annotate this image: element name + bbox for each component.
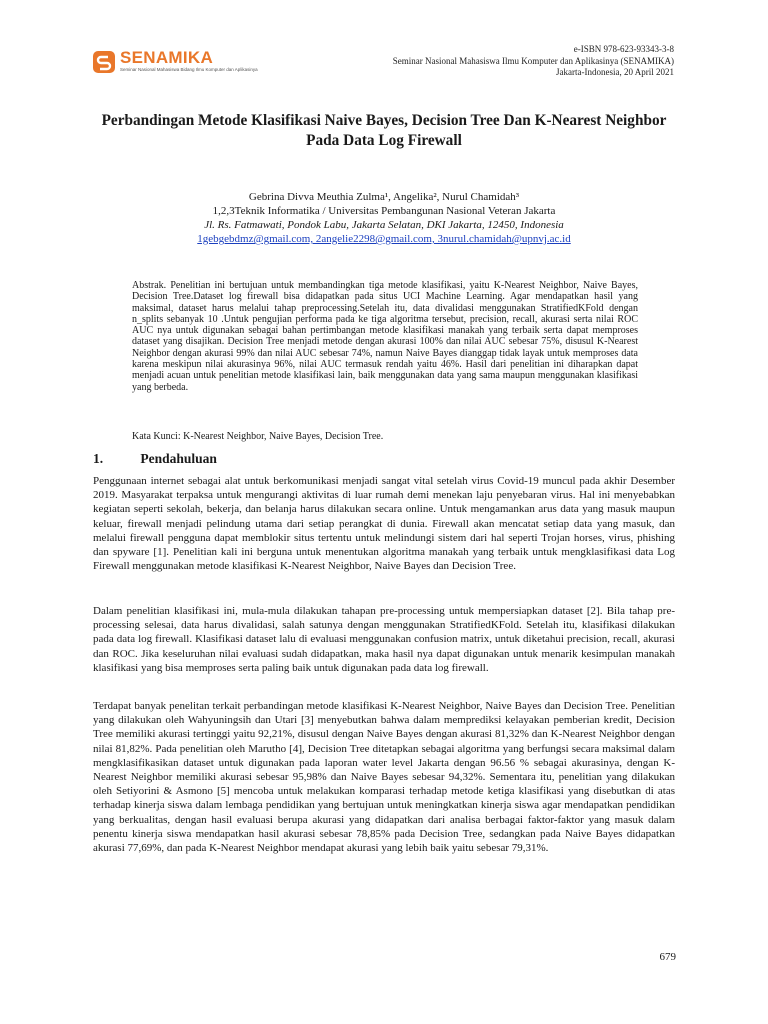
body-paragraph: Penggunaan internet sebagai alat untuk berkomunikasi menjadi sangat vital setelah virus Covid-19 muncul pada akhir Desember 2019. Masyarakat terpaksa untuk mengurangi aktivitas di luar rumah demi menekan laju penyebaran virus. Hal ini menyebabkan kegiatan seperti sekolah, bekerja, dan belanja harus dilakukan secara online. Untuk mengamankan arus data yang masuk maupun keluar, firewall menjadi pelindung utama dari setiap perangkat di dunia. Firewall akan mencatat setiap data yang masuk, dan melalui firewall pengguna dapat memblokir situs tertentu untuk melindungi sistem dari hal seperti Trojan horses, virus, phishing dan spyware [1]. Penelitian kali ini berguna untuk menentukan algoritma manakah yang terbaik untuk mengklasifikasi data Log Firewall menggunakan metode klasifikasi K-Nearest Neighbor, Naive Bayes dan Decision Tree. <box>93 475 675 573</box>
header-meta <box>393 44 674 79</box>
section-number: 1. <box>93 451 104 466</box>
logo-subtitle: Seminar Nasional Mahasiswa Bidang Ilmu Komputer dan Aplikasinya <box>120 67 258 72</box>
address: Jl. Rs. Fatmawati, Pondok Labu, Jakarta Selatan, DKI Jakarta, 12450, Indonesia <box>204 219 564 231</box>
conference-logo <box>92 50 262 82</box>
place-date: Jakarta-Indonesia, 20 April 2021 <box>556 67 674 77</box>
isbn: e-ISBN 978-623-93343-3-8 <box>573 44 674 54</box>
author-block <box>100 190 668 246</box>
page-number: 679 <box>659 951 676 963</box>
author-names: Gebrina Divva Meuthia Zulma¹, Angelika², Nurul Chamidah³ <box>248 191 520 203</box>
keywords: Kata Kunci: K-Nearest Neighbor, Naive Bayes, Decision Tree. <box>132 431 384 442</box>
author-emails[interactable]: 1gebgebdmz@gmail.com, 2angelie2298@gmail.com, 3nurul.chamidah@upnvj.ac.id <box>197 233 571 245</box>
conference-name: Seminar Nasional Mahasiswa Ilmu Komputer dan Aplikasinya (SENAMIKA) <box>392 55 674 66</box>
abstract: Abstrak. Penelitian ini bertujuan untuk membandingkan tiga metode klasifikasi, yaitu K-Nearest Neighbor, Naive Bayes, Decision Tree.Dataset log firewall bisa didapatkan pada situs UCI Machine Learning. Agar mendapatkan hasil yang maksimal, dataset harus melalui tahap preprocessing.Setelah itu, data divalidasi menggunakan StratifiedKFold dengan n_splits sebanyak 10 .Untuk pengujian performa pada ke tiga algoritma tersebut, precision, recall, akurasi serta nilai ROC AUC nya untuk digunakan sebagai bahan pertimbangan metode klasifikasi manakah yang terbaik serta dapat memproses dataset yang disajikan. Decision Tree menjadi metode dengan akurasi 100% dan nilai AUC sebesar 75%, disusul K-Nearest Neighbor dengan akurasi 99% dan nilai AUC sebesar 74%, namun Naive Bayes dianggap tidak layak untuk memproses data karena meskipun nilai akurasinya 96%, nilai AUC termasuk rendah yaitu 46%. Hasil dari penelitian ini diharapkan dapat menjadi acuan untuk penelitian metode klasifikasi lain, baik menggunakan data yang sama maupun menggunakan klasifikasi yang berbeda. <box>132 280 638 393</box>
body-paragraph: Terdapat banyak penelitan terkait perbandingan metode klasifikasi K-Nearest Neighbor, Naive Bayes dan Decision Tree. Penelitian yang dilakukan oleh Wahyuningsih dan Utari [3] menyebutkan bahwa dalam memprediksi kelayakan pemberian kredit, Decision Tree memiliki akurasi tertinggi yaitu 92,21%, disusul dengan Naive Bayes dengan akurasi 81,32% dan K-Nearest Neighbor dengan nilai 81,82%. Pada penelitian oleh Marutho [4], Decision Tree ditetapkan sebagai algoritma yang berfungsi secara maksimal dalam mengklasifikasikan dataset untuk digunakan pada laporan water level Jakarta dengan 96.56 % sebagai akurasinya, dengan K-Nearest Neighbor memiliki akurasi sebesar 95,98% dan Naive Bayes sebesar 94,32%. Sementara itu, penelitian yang dilakukan oleh Setiyorini & Asmono [5] mencoba untuk melakukan komparasi terhadap metode ketiga klasifikasi yang disebutkan di atas terhadap kinerja siswa dalam lembaga pendidikan yang bertujuan untuk meningkatkan kinerja siswa agar mendapatkan pendidikan yang berkualitas, dengan hasil evaluasi berupa akurasi yang didapatkan dari analisa berbagai faktor-faktor yang masuk dalam penentu kinerja siswa mendapatkan hasil akurasi sebesar 78,85% pada Decision Tree, sedangkan pada Naive Bayes didapatkan akurasi 77,69%, dan pada K-Nearest Neighbor mendapat akurasi yang lebih baik yaitu sebesar 79,31%. <box>93 700 675 855</box>
body-paragraph: Dalam penelitian klasifikasi ini, mula-mula dilakukan tahapan pre-processing untuk mempersiapkan dataset [2]. Bila tahap pre-processing selesai, data harus divalidasi, salah satunya dengan menggunakan StratifiedKFold. Setelah itu, klasifikasi dilakukan pada data log firewall. Klasifikasi dataset lalu di evaluasi menggunakan confusion matrix, untuk diketahui precision, recall, akurasi dan ROC. Jika keseluruhan nilai evaluasi sudah didapatkan, maka hasil nya dapat digunakan untuk menarik kesimpulan manakah klasifikasi yang bisa memproses serta paling baik untuk digunakan pada data log firewall. <box>93 605 675 674</box>
affiliation: 1,2,3Teknik Informatika / Universitas Pembangunan Nasional Veteran Jakarta <box>212 205 556 217</box>
section-heading <box>93 451 217 467</box>
paper-title: Perbandingan Metode Klasifikasi Naive Bayes, Decision Tree Dan K-Nearest Neighbor Pada Data Log Firewall <box>101 112 667 149</box>
section-title: Pendahuluan <box>140 451 217 466</box>
senamika-logo-icon <box>92 50 116 74</box>
logo-text: SENAMIKA <box>120 48 214 67</box>
